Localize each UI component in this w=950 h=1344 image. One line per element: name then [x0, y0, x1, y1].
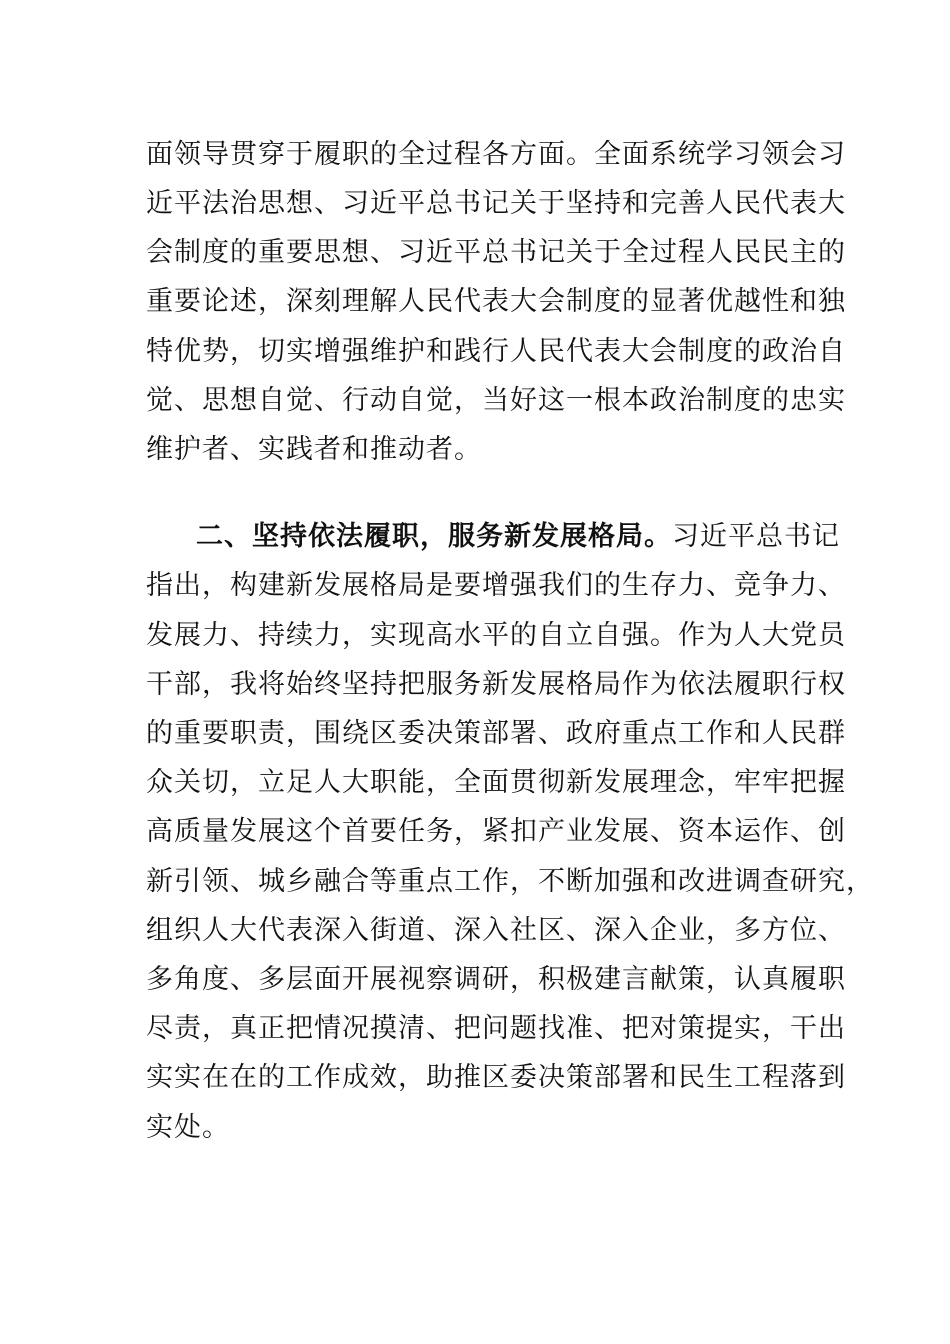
paragraph-2-line-1 — [196, 520, 840, 554]
paragraph-1-line-3: 会制度的重要思想、习近平总书记关于全过程人民民主的 — [146, 237, 846, 268]
paragraph-2-line-3: 发展力、持续力，实现高水平的自立自强。作为人大党员 — [146, 620, 846, 651]
paragraph-2-line-7: 高质量发展这个首要任务，紧扣产业发展、资本运作、创 — [146, 816, 846, 847]
paragraph-2-line-4: 干部，我将始终坚持把服务新发展格局作为依法履职行权 — [146, 669, 846, 700]
paragraph-1-line-4: 重要论述，深刻理解人民代表大会制度的显著优越性和独 — [146, 286, 846, 317]
paragraph-2-line-8: 新引领、城乡融合等重点工作，不断加强和改进调查研究， — [146, 866, 874, 897]
paragraph-2-line-6: 众关切，立足人大职能，全面贯彻新发展理念，牢牢把握 — [146, 767, 846, 798]
paragraph-2-line-1-rest: 习近平总书记 — [672, 521, 840, 552]
paragraph-2-line-5: 的重要职责，围绕区委决策部署、政府重点工作和人民群 — [146, 718, 846, 749]
paragraph-1-line-5: 特优势，切实增强维护和践行人民代表大会制度的政治自 — [146, 336, 846, 367]
paragraph-2-line-12: 实实在在的工作成效，助推区委决策部署和民生工程落到 — [146, 1062, 846, 1093]
paragraph-2-line-9: 组织人大代表深入街道、深入社区、深入企业，多方位、 — [146, 915, 846, 946]
paragraph-2-line-13: 实处。 — [146, 1112, 230, 1143]
paragraph-1-line-2: 近平法治思想、习近平总书记关于坚持和完善人民代表大 — [146, 188, 846, 219]
paragraph-1-line-1: 面领导贯穿于履职的全过程各方面。全面系统学习领会习 — [146, 139, 846, 170]
paragraph-2-line-10: 多角度、多层面开展视察调研，积极建言献策，认真履职 — [146, 964, 846, 995]
paragraph-2-line-2: 指出，构建新发展格局是要增强我们的生存力、竞争力、 — [146, 570, 846, 601]
paragraph-1-line-6: 觉、思想自觉、行动自觉，当好这一根本政治制度的忠实 — [146, 385, 846, 416]
paragraph-2-line-11: 尽责，真正把情况摸清、把问题找准、把对策提实，干出 — [146, 1013, 846, 1044]
paragraph-1-line-7: 维护者、实践者和推动者。 — [146, 434, 482, 465]
section-heading: 二、坚持依法履职，服务新发展格局。 — [196, 521, 672, 552]
